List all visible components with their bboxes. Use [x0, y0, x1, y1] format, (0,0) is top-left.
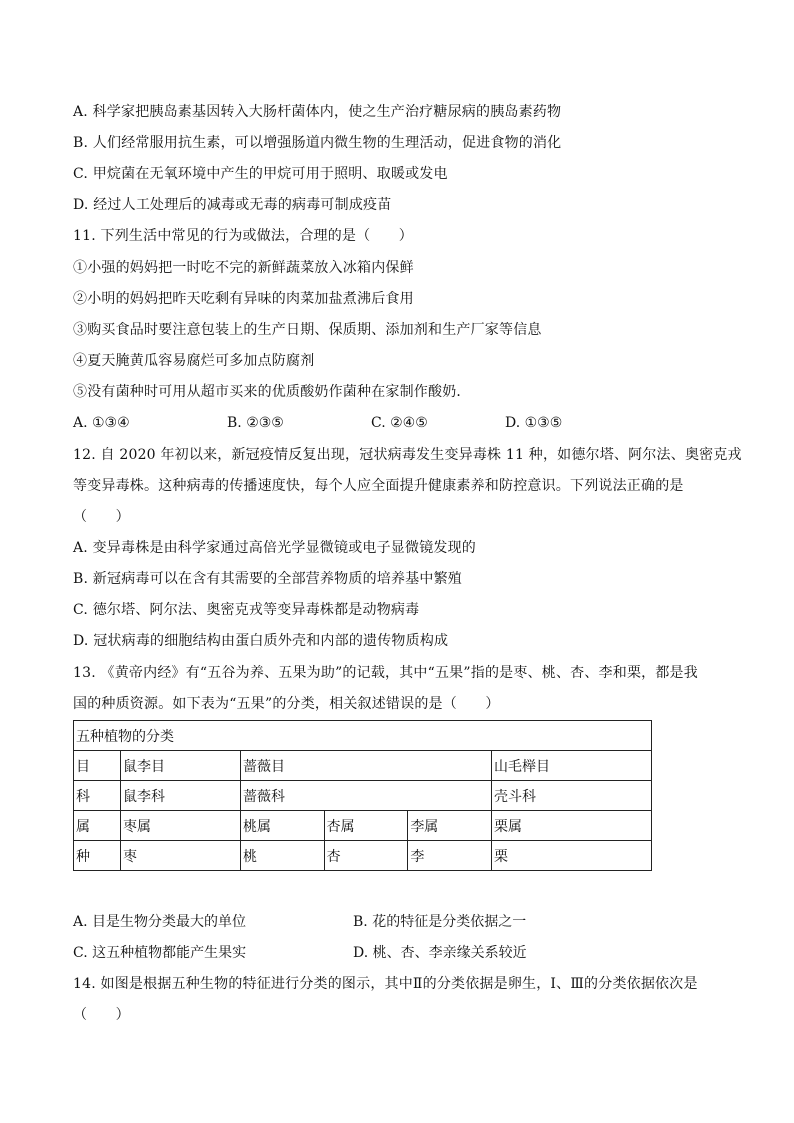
cell-species-chestnut: 栗 — [492, 841, 652, 871]
q10-option-a: A. 科学家把胰岛素基因转入大肠杆菌体内，使之生产治疗糖尿病的胰岛素药物 — [73, 104, 562, 120]
q11-item-1: ①小强的妈妈把一时吃不完的新鲜蔬菜放入冰箱内保鲜 — [73, 260, 414, 276]
q13-options-row-2 — [73, 943, 733, 963]
cell-species-peach: 桃 — [241, 841, 325, 871]
q11-stem: 11. 下列生活中常见的行为或做法，合理的是（ ） — [73, 228, 413, 244]
table-title: 五种植物的分类 — [74, 721, 652, 751]
cell-order-rosales: 蔷薇目 — [241, 751, 492, 781]
cell-species-jujube: 枣 — [121, 841, 241, 871]
q10-option-b: B. 人们经常服用抗生素，可以增强肠道内微生物的生理活动，促进食物的消化 — [73, 135, 562, 151]
q13-option-c: C. 这五种植物都能产生果实 — [73, 945, 247, 961]
cell-species-plum: 李 — [408, 841, 492, 871]
cell-family-rosaceae: 蔷薇科 — [241, 781, 492, 811]
q11-option-d: D. ①③⑤ — [505, 415, 563, 431]
q12-answer-paren: （ ） — [73, 509, 130, 525]
q11-item-2: ②小明的妈妈把昨天吃剩有异味的肉菜加盐煮沸后食用 — [73, 291, 414, 307]
cell-family-rhamnaceae: 鼠李科 — [121, 781, 241, 811]
q11-option-b: B. ②③⑤ — [227, 415, 284, 431]
q12-option-c: C. 德尔塔、阿尔法、奥密克戎等变异毒株都是动物病毒 — [73, 602, 420, 618]
q10-option-d: D. 经过人工处理后的减毒或无毒的病毒可制成疫苗 — [73, 197, 392, 213]
row-label-order: 目 — [74, 751, 121, 781]
q14-answer-paren: （ ） — [73, 1007, 130, 1023]
row-label-family: 科 — [74, 781, 121, 811]
q12-option-b: B. 新冠病毒可以在含有其需要的全部营养物质的培养基中繁殖 — [73, 571, 462, 587]
cell-genus-chestnut: 栗属 — [492, 811, 652, 841]
q12-stem-line-1: 12. 自 2020 年初以来，新冠疫情反复出现，冠状病毒发生变异毒株 11 种，如德尔塔、阿尔法、奥密克戎 — [73, 447, 742, 463]
cell-order-rhamnales: 鼠李目 — [121, 751, 241, 781]
q12-stem-line-2: 等变异毒株。这种病毒的传播速度快，每个人应全面提升健康素养和防控意识。下列说法正确的是 — [73, 478, 684, 494]
cell-genus-plum: 李属 — [408, 811, 492, 841]
q13-stem-line-1: 13. 《黄帝内经》有“五谷为养、五果为助”的记载，其中“五果”指的是枣、桃、杏、李和栗，都是我 — [73, 665, 698, 681]
q10-option-c: C. 甲烷菌在无氧环境中产生的甲烷可用于照明、取暖或发电 — [73, 166, 448, 182]
q14-stem: 14. 如图是根据五种生物的特征进行分类的图示，其中Ⅱ的分类依据是卵生，Ⅰ、Ⅲ的分类依据依次是 — [73, 976, 698, 992]
q12-option-d: D. 冠状病毒的细胞结构由蛋白质外壳和内部的遗传物质构成 — [73, 633, 449, 649]
row-label-genus: 属 — [74, 811, 121, 841]
cell-genus-apricot: 杏属 — [324, 811, 408, 841]
table-row-genus — [74, 811, 652, 841]
q13-stem-line-2: 国的种质资源。如下表为“五果”的分类，相关叙述错误的是（ ） — [73, 696, 500, 712]
q11-options — [73, 413, 733, 433]
cell-genus-peach: 桃属 — [241, 811, 325, 841]
q13-option-d: D. 桃、杏、李亲缘关系较近 — [353, 945, 527, 961]
q11-item-4: ④夏天腌黄瓜容易腐烂可多加点防腐剂 — [73, 353, 315, 369]
q13-option-b: B. 花的特征是分类依据之一 — [353, 914, 527, 930]
q11-option-a: A. ①③④ — [73, 415, 130, 431]
table-row-order — [74, 751, 652, 781]
table-title-row — [74, 721, 652, 751]
cell-genus-ziziphus: 枣属 — [121, 811, 241, 841]
q13-option-a: A. 目是生物分类最大的单位 — [73, 914, 247, 930]
q12-option-a: A. 变异毒株是由科学家通过高倍光学显微镜或电子显微镜发现的 — [73, 540, 477, 556]
q11-item-3: ③购买食品时要注意包装上的生产日期、保质期、添加剂和生产厂家等信息 — [73, 322, 542, 338]
cell-order-fagales: 山毛榉目 — [492, 751, 652, 781]
row-label-species: 种 — [74, 841, 121, 871]
classification-table — [73, 720, 652, 871]
cell-species-apricot: 杏 — [324, 841, 408, 871]
q13-options-row-1 — [73, 912, 733, 932]
cell-family-fagaceae: 壳斗科 — [492, 781, 652, 811]
q11-item-5: ⑤没有菌种时可用从超市买来的优质酸奶作菌种在家制作酸奶． — [73, 384, 471, 400]
table-row-family — [74, 781, 652, 811]
q11-option-c: C. ②④⑤ — [371, 415, 428, 431]
table-row-species — [74, 841, 652, 871]
